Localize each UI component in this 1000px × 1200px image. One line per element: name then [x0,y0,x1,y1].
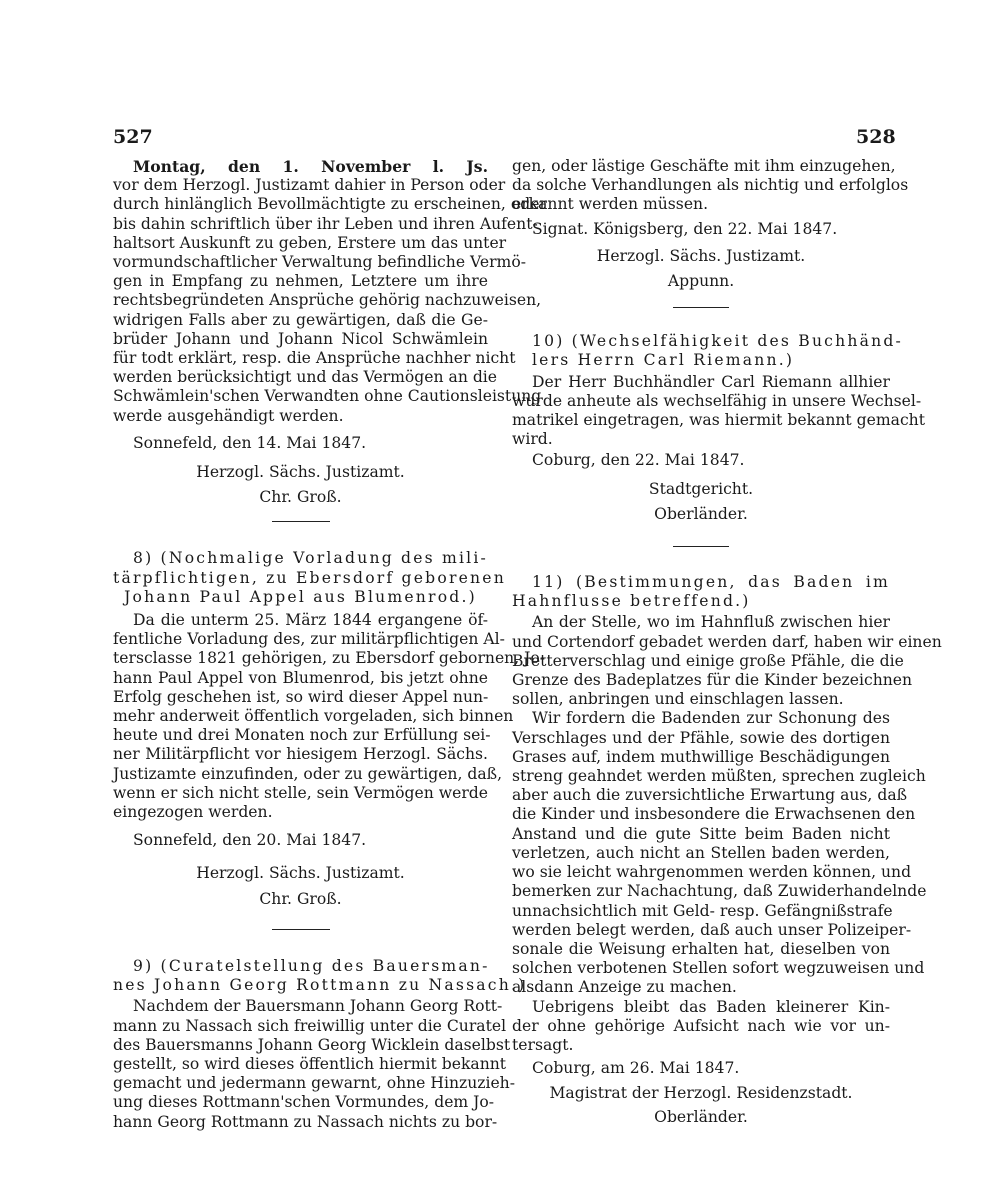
text-line: vor dem Herzogl. Justizamt dahier in Person oder [113,176,506,195]
heading-line: 8) (Nochmalige Vorladung des mili- [133,549,489,568]
text-line: die Kinder und insbesondere die Erwachsenen den [512,805,916,824]
text-line: Grases auf, indem muthwillige Beschädigungen [512,747,890,766]
text-line: hann Paul Appel von Blumenrod, bis jetzt ohne [113,668,488,687]
text-line: des Bauersmanns Johann Georg Wicklein daselbst [113,1035,511,1054]
text-line: Erfolg geschehen ist, so wird dieser Appel nun- [113,687,489,706]
text-line: aber auch die zuversichtliche Erwartung aus, daß [512,786,908,805]
text-line: Nachdem der Bauersmann Johann Georg Rott- [133,997,503,1016]
text-line: unnachsichtlich mit Geld- resp. Gefängnißstrafe [512,901,893,920]
text-line: widrigen Falls aber zu gewärtigen, daß die Ge- [113,310,488,329]
text-line: da solche Verhandlungen als nichtig und erfolglos [512,176,909,195]
text-line: Schwämlein'schen Verwandten ohne Cautionsleistung [113,387,542,406]
text-line: wird. [512,430,553,449]
notice-10-date: Coburg, den 22. Mai 1847. [532,451,745,470]
right-column [512,157,942,1127]
text-line: Uebrigens bleibt das Baden kleinerer Kin- [532,997,890,1016]
text-line: gen in Empfang zu nehmen, Letztere um ihre [113,272,488,291]
text-line: Montag, den 1. November l. Js. [133,157,488,176]
notice-7-signature: Chr. Groß. [259,488,342,507]
heading-line: 9) (Curatelstellung des Bauersman- [133,956,490,975]
page-number-left: 527 [113,126,153,148]
text-line: wurde anheute als wechselfähig in unsere Wechsel- [512,391,922,410]
text-line: werden berücksichtigt und das Vermögen an die [113,368,498,387]
text-line: für todt erklärt, resp. die Ansprüche nachher nicht [113,349,516,368]
text-line: haltsort Auskunft zu geben, Erstere um das unter [113,233,507,252]
text-line: Grenze des Badeplatzes für die Kinder bezeichnen [512,671,913,690]
text-line: Der Herr Buchhändler Carl Riemann allhier [532,372,890,391]
text-line: tersagt. [512,1035,574,1054]
notice-9-heading [113,956,527,995]
page-number-right: 528 [856,126,896,148]
notice-11-signature: Oberländer. [654,1107,748,1126]
text-line: hann Georg Rottmann zu Nassach nichts zu bor- [113,1112,498,1131]
text-line: An der Stelle, wo im Hahnfluß zwischen hier [532,613,890,632]
notice-10-heading [512,332,903,370]
section-divider [272,521,330,522]
text-line: Verschlages und der Pfähle, sowie des dortigen [512,728,890,747]
notice-10-authority: Stadtgericht. [648,479,754,498]
notice-9-text [113,997,515,1131]
text-line: alsdann Anzeige zu machen. [512,978,737,997]
text-line: ung dieses Rottmann'schen Vormundes, dem Jo- [113,1093,495,1112]
text-line: Da die unterm 25. März 1844 ergangene öf- [133,611,488,630]
text-line: wo sie leicht wahrgenommen werden können, und [512,863,912,882]
notice-9-date: Signat. Königsberg, den 22. Mai 1847. [532,219,838,238]
text-line: heute und drei Monaten noch zur Erfüllung sei- [113,726,491,745]
section-divider [673,546,729,547]
text-line: verletzen, auch nicht an Stellen baden werden, [512,843,890,862]
notice-7-date: Sonnefeld, den 14. Mai 1847. [133,433,367,452]
text-line: mehr anderweit öffentlich vorgeladen, sich binnen [113,707,514,726]
notice-9-authority: Herzogl. Sächs. Justizamt. [596,246,806,265]
text-line: rechtsbegründeten Ansprüche gehörig nachzuweisen, [113,291,542,310]
notice-11-date: Coburg, am 26. Mai 1847. [532,1059,740,1078]
text-line: und Cortendorf gebadet werden darf, haben wir einen [512,632,942,651]
text-line: vormundschaftlicher Verwaltung befindliche Vermö- [113,253,526,272]
heading-line: lers Herrn Carl Riemann.) [532,351,795,370]
text-line: Justizamte einzufinden, oder zu gewärtigen, daß, [113,764,503,783]
notice-8-text [113,611,546,822]
text-line: werde ausgehändigt werden. [113,406,344,425]
text-line: bis dahin schriftlich über ihr Leben und ihren Aufent- [113,214,538,233]
notice-11-text [512,613,942,1055]
heading-line: nes Johann Georg Rottmann zu Nassach.) [113,976,527,995]
notice-11-authority: Magistrat der Herzogl. Residenzstadt. [549,1084,853,1103]
heading-line: Johann Paul Appel aus Blumenrod.) [124,587,477,606]
text-line: eingezogen werden. [113,803,273,822]
text-line: gemacht und jedermann gewarnt, ohne Hinzuzieh- [113,1074,515,1093]
heading-line: 10) (Wechselfähigkeit des Buchhänd- [532,332,903,351]
notice-8-date: Sonnefeld, den 20. Mai 1847. [133,831,367,850]
notice-7-authority: Herzogl. Sächs. Justizamt. [196,463,405,482]
text-line: gen, oder lästige Geschäfte mit ihm einzugehen, [512,157,896,175]
text-line: gestellt, so wird dieses öffentlich hiermit bekannt [113,1054,507,1073]
text-line: erkannt werden müssen. [512,195,709,214]
text-line: durch hinlänglich Bevollmächtigte zu erscheinen, oder [113,195,547,214]
text-line: sollen, anbringen und einschlagen lassen. [512,690,844,709]
text-line: mann zu Nassach sich freiwillig unter die Curatel [113,1016,507,1035]
text-line: Wir fordern die Badenden zur Schonung des [532,709,890,728]
notice-11-heading [512,573,890,611]
notice-8-heading [113,549,506,607]
heading-line: 11) (Bestimmungen, das Baden im [532,573,890,592]
notice-9-text-continued [512,157,909,215]
notice-10-text [512,372,925,450]
section-divider [673,307,729,308]
notice-10-signature: Oberländer. [654,504,748,523]
section-divider [272,929,330,930]
text-line: bemerken zur Nachachtung, daß Zuwiderhandelnde [512,882,927,901]
text-line: tersclasse 1821 gehörigen, zu Ebersdorf gebornen, Jo- [113,649,546,668]
heading-line: Hahnflusse betreffend.) [512,592,751,611]
heading-line: tärpflichtigen, zu Ebersdorf geborenen [113,568,506,587]
text-line: matrikel eingetragen, was hiermit bekannt gemacht [512,411,925,430]
text-line: Bretterverschlag und einige große Pfähle, die die [512,651,904,670]
text-line: sonale die Weisung erhalten hat, dieselben von [512,939,890,958]
text-line: streng geahndet werden müßten, sprechen zugleich [512,767,926,786]
text-line: werden belegt werden, daß auch unser Polizeiper- [512,920,912,939]
notice-8-signature: Chr. Groß. [259,889,342,908]
text-line: Anstand und die gute Sitte beim Baden nicht [512,824,890,843]
text-line: fentliche Vorladung des, zur militärpflichtigen Al- [113,630,505,649]
text-line: wenn er sich nicht stelle, sein Vermögen werde [113,783,488,802]
notice-7-text [113,157,547,426]
notice-9-signature: Appunn. [667,272,735,291]
text-line: brüder Johann und Johann Nicol Schwämlein [113,329,488,348]
text-line: solchen verbotenen Stellen sofort wegzuweisen und [512,959,925,978]
text-line: ner Militärpflicht vor hiesigem Herzogl. Sächs. [113,745,488,764]
notice-8-authority: Herzogl. Sächs. Justizamt. [196,863,405,882]
text-line: der ohne gehörige Aufsicht nach wie vor un- [512,1016,890,1035]
